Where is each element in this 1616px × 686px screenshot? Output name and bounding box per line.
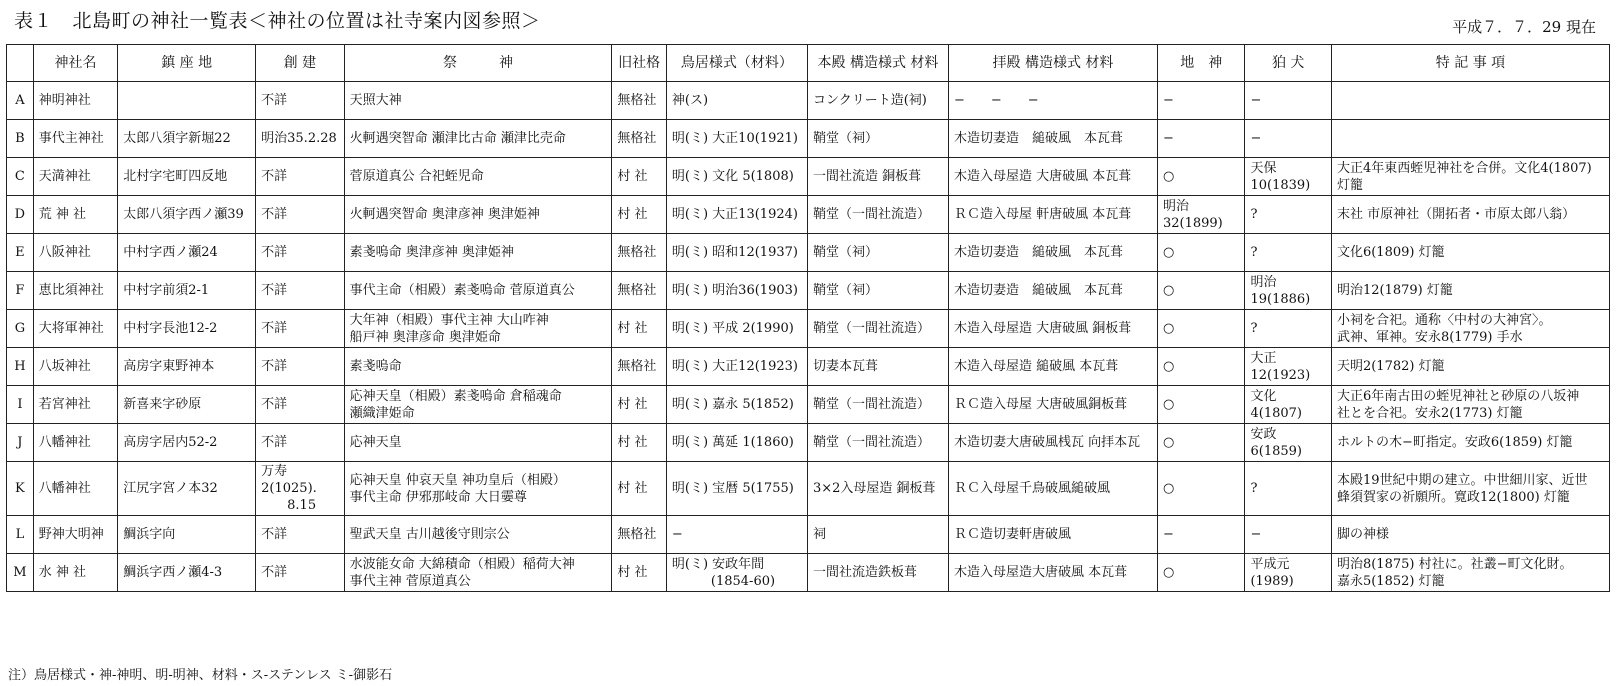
shrine-name-cell: 野神大明神 [33,516,117,554]
founded-cell: 不詳 [256,158,345,196]
table-row [7,120,1610,158]
komainu-cell: 安政 6(1859) [1245,424,1331,462]
shrine-name-cell: 八幡神社 [33,424,117,462]
komainu-cell: ? [1245,196,1331,234]
komainu-cell: − [1245,120,1331,158]
shrine-name-cell: 大将軍神社 [33,310,117,348]
jigami-cell: ○ [1157,554,1245,592]
haiden-structure-cell: 木造切妻造 縋破風 本瓦葺 [949,120,1158,158]
notes-cell: 明治12(1879) 灯籠 [1331,272,1609,310]
notes-cell: 本殿19世紀中期の建立。中世細川家、近世 蜂須賀家の祈願所。寛政12(1800) 灯籠 [1331,462,1609,516]
haiden-structure-cell: 木造入母屋造 大唐破風 本瓦葺 [949,158,1158,196]
honden-structure-cell: 3×2入母屋造 銅板葺 [807,462,948,516]
header-cell: 創 建 [256,45,345,82]
notes-cell: 天明2(1782) 灯籠 [1331,348,1609,386]
jigami-cell: ○ [1157,462,1245,516]
torii-style-cell: 明(ミ) 大正12(1923) [666,348,807,386]
table-row [7,158,1610,196]
header-cell: 鎮 座 地 [118,45,256,82]
shrine-name-cell: 神明神社 [33,82,117,120]
notes-cell: 小祠を合祀。通称〈中村の大神宮〉。 武神、軍神。安永8(1779) 手水 [1331,310,1609,348]
komainu-cell: 文化 4(1807) [1245,386,1331,424]
honden-structure-cell: 鞘堂（一間社流造） [807,310,948,348]
deity-cell: 素戔嗚命 奥津彦神 奥津姫神 [344,234,612,272]
torii-style-cell: 明(ミ) 大正13(1924) [666,196,807,234]
location-cell: 江尻字宮ノ本32 [118,462,256,516]
torii-style-cell: − [666,516,807,554]
founded-cell: 不詳 [256,386,345,424]
table-row [7,424,1610,462]
shrine-rank-cell: 村 社 [612,158,667,196]
location-cell: 太郎八須字新堀22 [118,120,256,158]
notes-cell [1331,120,1609,158]
table-row [7,272,1610,310]
table-row [7,234,1610,272]
shrine-name-cell: 水 神 社 [33,554,117,592]
honden-structure-cell: 一間社流造鉄板葺 [807,554,948,592]
notes-cell: 末社 市原神社（開拓者・市原太郎八翁） [1331,196,1609,234]
notes-cell: 大正6年南古田の蛭児神社と砂原の八坂神 社とを合祀。安永2(1773) 灯籠 [1331,386,1609,424]
row-id-cell: L [7,516,34,554]
haiden-structure-cell: 木造入母屋造大唐破風 本瓦葺 [949,554,1158,592]
notes-cell: 脚の神様 [1331,516,1609,554]
haiden-structure-cell: − − − [949,82,1158,120]
table-row [7,82,1610,120]
torii-style-cell: 明(ミ) 明治36(1903) [666,272,807,310]
komainu-cell: 大正12(1923) [1245,348,1331,386]
header-row [7,45,1610,82]
shrine-rank-cell: 村 社 [612,310,667,348]
header-cell: 拝殿 構造様式 材料 [949,45,1158,82]
founded-cell: 不詳 [256,196,345,234]
row-id-cell: F [7,272,34,310]
haiden-structure-cell: ＲＣ入母屋千鳥破風縋破風 [949,462,1158,516]
komainu-cell: ? [1245,234,1331,272]
deity-cell: 応神天皇 仲哀天皇 神功皇后（相殿） 事代主命 伊邪那岐命 大日孁尊 [344,462,612,516]
deity-cell: 聖武天皇 古川越後守則宗公 [344,516,612,554]
jigami-cell: ○ [1157,234,1245,272]
location-cell: 鯛浜字西ノ瀬4-3 [118,554,256,592]
founded-cell: 不詳 [256,348,345,386]
shrine-rank-cell: 村 社 [612,386,667,424]
header-cell: 地 神 [1157,45,1245,82]
location-cell: 太郎八須字西ノ瀬39 [118,196,256,234]
row-id-cell: I [7,386,34,424]
haiden-structure-cell: ＲＣ造入母屋 軒唐破風 本瓦葺 [949,196,1158,234]
shrine-rank-cell: 村 社 [612,554,667,592]
shrine-rank-cell: 無格社 [612,82,667,120]
shrine-name-cell: 天満神社 [33,158,117,196]
shrine-name-cell: 八坂神社 [33,348,117,386]
komainu-cell: − [1245,82,1331,120]
header-cell: 旧社格 [612,45,667,82]
row-id-cell: G [7,310,34,348]
jigami-cell: ○ [1157,424,1245,462]
haiden-structure-cell: 木造入母屋造 大唐破風 銅板葺 [949,310,1158,348]
torii-style-cell: 明(ミ) 大正10(1921) [666,120,807,158]
shrine-rank-cell: 村 社 [612,424,667,462]
notes-cell: 明治8(1875) 村社に。社叢−町文化財。 嘉永5(1852) 灯籠 [1331,554,1609,592]
jigami-cell: 明治32(1899) [1157,196,1245,234]
shrine-rank-cell: 無格社 [612,120,667,158]
row-id-cell: K [7,462,34,516]
komainu-cell: − [1245,516,1331,554]
founded-cell: 不詳 [256,424,345,462]
haiden-structure-cell: 木造切妻大唐破風桟瓦 向拝本瓦 [949,424,1158,462]
location-cell: 中村字前須2-1 [118,272,256,310]
header-cell: 祭 神 [344,45,612,82]
torii-style-cell: 明(ミ) 昭和12(1937) [666,234,807,272]
deity-cell: 水波能女命 大綿積命（相殿）稲荷大神 事代主神 菅原道真公 [344,554,612,592]
honden-structure-cell: 鞘堂（祠） [807,120,948,158]
deity-cell: 事代主命（相殿）素戔嗚命 菅原道真公 [344,272,612,310]
deity-cell: 大年神（相殿）事代主神 大山咋神 船戸神 奥津彦命 奥津姫命 [344,310,612,348]
table-row [7,196,1610,234]
honden-structure-cell: コンクリート造(祠) [807,82,948,120]
jigami-cell: ○ [1157,348,1245,386]
founded-cell: 不詳 [256,82,345,120]
shrine-rank-cell: 無格社 [612,348,667,386]
deity-cell: 応神天皇 [344,424,612,462]
honden-structure-cell: 鞘堂（祠） [807,272,948,310]
row-id-cell: M [7,554,34,592]
haiden-structure-cell: 木造切妻造 縋破風 本瓦葺 [949,234,1158,272]
deity-cell: 菅原道真公 合祀蛭児命 [344,158,612,196]
shrine-name-cell: 荒 神 社 [33,196,117,234]
haiden-structure-cell: ＲＣ造入母屋 大唐破風銅板葺 [949,386,1158,424]
haiden-structure-cell: 木造切妻造 縋破風 本瓦葺 [949,272,1158,310]
shrine-name-cell: 八阪神社 [33,234,117,272]
shrine-rank-cell: 村 社 [612,196,667,234]
shrine-rank-cell: 村 社 [612,462,667,516]
location-cell: 新喜来字砂原 [118,386,256,424]
row-id-cell: E [7,234,34,272]
jigami-cell: − [1157,82,1245,120]
row-id-cell: A [7,82,34,120]
deity-cell: 素戔嗚命 [344,348,612,386]
row-id-cell: C [7,158,34,196]
shrine-rank-cell: 無格社 [612,272,667,310]
komainu-cell: 平成元(1989) [1245,554,1331,592]
row-id-cell: B [7,120,34,158]
shrine-name-cell: 八幡神社 [33,462,117,516]
jigami-cell: − [1157,120,1245,158]
torii-style-cell: 明(ミ) 文化 5(1808) [666,158,807,196]
header-cell: 本殿 構造様式 材料 [807,45,948,82]
location-cell: 鯛浜字向 [118,516,256,554]
location-cell: 中村字長池12-2 [118,310,256,348]
torii-style-cell: 明(ミ) 平成 2(1990) [666,310,807,348]
honden-structure-cell: 切妻本瓦葺 [807,348,948,386]
row-id-cell: J [7,424,34,462]
haiden-structure-cell: ＲＣ造切妻軒唐破風 [949,516,1158,554]
founded-cell: 不詳 [256,272,345,310]
header-cell: 神社名 [33,45,117,82]
table-row [7,462,1610,516]
shrine-rank-cell: 無格社 [612,234,667,272]
location-cell: 中村字西ノ瀬24 [118,234,256,272]
komainu-cell: 明治19(1886) [1245,272,1331,310]
honden-structure-cell: 鞘堂（祠） [807,234,948,272]
table-row [7,516,1610,554]
jigami-cell: ○ [1157,310,1245,348]
shrine-table [6,44,1610,592]
honden-structure-cell: 一間社流造 銅板葺 [807,158,948,196]
row-id-cell: D [7,196,34,234]
honden-structure-cell: 祠 [807,516,948,554]
notes-cell: 大正4年東西蛭児神社を合併。文化4(1807)灯籠 [1331,158,1609,196]
table-row [7,554,1610,592]
founded-cell: 不詳 [256,234,345,272]
location-cell: 高房字居内52-2 [118,424,256,462]
founded-cell: 不詳 [256,310,345,348]
jigami-cell: ○ [1157,158,1245,196]
notes-cell [1331,82,1609,120]
shrine-name-cell: 恵比須神社 [33,272,117,310]
row-id-cell: H [7,348,34,386]
shrine-name-cell: 若宮神社 [33,386,117,424]
honden-structure-cell: 鞘堂（一間社流造） [807,424,948,462]
founded-cell: 万寿2(1025). 8.15 [256,462,345,516]
komainu-cell: ? [1245,310,1331,348]
deity-cell: 天照大神 [344,82,612,120]
location-cell [118,82,256,120]
jigami-cell: ○ [1157,386,1245,424]
location-cell: 北村字宅町四反地 [118,158,256,196]
table-row [7,348,1610,386]
shrine-name-cell: 事代主神社 [33,120,117,158]
shrine-rank-cell: 無格社 [612,516,667,554]
table-row [7,310,1610,348]
komainu-cell: ? [1245,462,1331,516]
notes-cell: ホルトの木−町指定。安政6(1859) 灯籠 [1331,424,1609,462]
jigami-cell: − [1157,516,1245,554]
honden-structure-cell: 鞘堂（一間社流造） [807,196,948,234]
komainu-cell: 天保10(1839) [1245,158,1331,196]
torii-style-cell: 明(ミ) 安政年間 (1854-60) [666,554,807,592]
founded-cell: 明治35.2.28 [256,120,345,158]
header-cell [7,45,34,82]
torii-style-cell: 明(ミ) 萬延 1(1860) [666,424,807,462]
notes-cell: 文化6(1809) 灯籠 [1331,234,1609,272]
deity-cell: 火軻遇突智命 奥津彦神 奥津姫神 [344,196,612,234]
jigami-cell: ○ [1157,272,1245,310]
document-title: 表１ 北島町の神社一覧表＜神社の位置は社寺案内図参照＞ [14,10,541,32]
honden-structure-cell: 鞘堂（一間社流造） [807,386,948,424]
as-of-date: 平成７．７．29 現在 [1452,18,1596,36]
footnote: 注）鳥居様式・神-神明、明-明神、材料・ス-ステンレス ミ-御影石 [8,668,393,683]
torii-style-cell: 神(ス) [666,82,807,120]
haiden-structure-cell: 木造入母屋造 縋破風 本瓦葺 [949,348,1158,386]
deity-cell: 火軻遇突智命 瀬津比古命 瀬津比売命 [344,120,612,158]
header-cell: 特 記 事 項 [1331,45,1609,82]
torii-style-cell: 明(ミ) 宝暦 5(1755) [666,462,807,516]
location-cell: 高房字東野神本 [118,348,256,386]
torii-style-cell: 明(ミ) 嘉永 5(1852) [666,386,807,424]
header-cell: 鳥居様式（材料） [666,45,807,82]
founded-cell: 不詳 [256,554,345,592]
deity-cell: 応神天皇（相殿）素戔嗚命 倉稲魂命 瀬織津姫命 [344,386,612,424]
table-row [7,386,1610,424]
founded-cell: 不詳 [256,516,345,554]
header-cell: 狛 犬 [1245,45,1331,82]
